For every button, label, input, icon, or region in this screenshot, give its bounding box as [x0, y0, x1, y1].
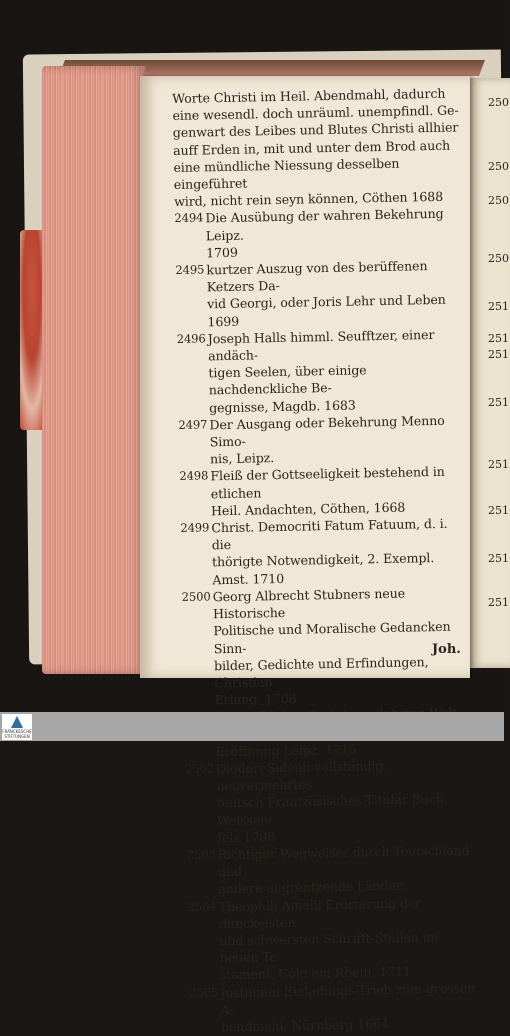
- facing-page-number: 251: [488, 596, 509, 609]
- catalogue-entry: [174, 205, 463, 262]
- catchword: Joh.: [432, 642, 461, 657]
- catalogue-entry: [179, 463, 468, 520]
- institution-logo[interactable]: [2, 714, 32, 740]
- facing-page-number: 250: [488, 252, 509, 265]
- facing-page-number: 250: [488, 194, 509, 207]
- facing-page-number: 251: [488, 300, 509, 313]
- lead-lines: Worte Christi im Heil. Abendmahl, dadurch eine wesendl. doch unräuml. unempfindl. Ge- genwart des Leibes und Blutes Christi allhier auff Erden in, mit und unter dem Brod auch eine mündliche Niessung desselben eingeführet wird, nicht rein seyn können, Cöthen 1688: [172, 85, 459, 210]
- entry-text: Diodori Sidonii vollständig, neuvermehrtes teutsch Frantzösisches Titular Buch, Weissen- fels 1708: [215, 757, 448, 845]
- catalogue-entry: [180, 514, 469, 588]
- entry-number: 2498: [179, 468, 209, 484]
- catalogue-entry: [189, 979, 478, 1036]
- facing-page-number: 251: [488, 332, 509, 345]
- entry-text: Christ. Democriti Fatum Fatuum, d. i. die thörigte Notwendigkeit, 2. Exempl. Amst. 1710: [211, 515, 448, 588]
- entry-number: 2505: [189, 984, 219, 1000]
- entry-number: 2497: [178, 417, 208, 432]
- logo-icon: [11, 716, 23, 728]
- entry-text: kurtzer Auszug von des berüffenen Ketzers Da- vid Georgi, oder Joris Lehr und Leben 1699: [206, 258, 446, 330]
- entry-text: Eröffnung Leipz. 1715: [215, 741, 357, 760]
- entry-number: 2503: [186, 847, 216, 862]
- entry-text: Die Ausübung der wahren Bekehrung Leipz. 1709: [205, 206, 444, 261]
- entry-number: 2504: [187, 898, 217, 914]
- facing-page-number: 251: [488, 396, 509, 409]
- facing-page-number: 251: [488, 504, 509, 517]
- entry-number: 2496: [176, 331, 206, 346]
- facing-page-number: 251: [488, 348, 509, 361]
- facing-page-number: 251: [488, 552, 509, 565]
- entry-number: 2495: [175, 262, 205, 277]
- entry-text: Der Ausgang oder Bekehrung Menno Simo- nis, Leipz.: [209, 412, 445, 467]
- page-text: [172, 84, 478, 1036]
- entry-text: Fleiß der Gottseeligkeit bestehend in etlichen Heil. Andachten, Cöthen, 1668: [210, 464, 445, 519]
- entry-number: 2502: [184, 761, 215, 776]
- catalogue-entry: [188, 893, 478, 985]
- viewer-footer-bar: [0, 712, 504, 741]
- entry-text: Theophili Amelii Erörterung der dunckelsten und schwersten Schrifft-Stellen im neuen Te- stament, Cöln am Rhein, 1711: [218, 894, 439, 983]
- entry-number: 2499: [180, 520, 210, 535]
- entry-text: Georg Albrecht Stubners neue Historische Politische und Moralische Gedancken Sinn- bilder, Gedichte und Erfindungen, Christian Erlang. 1708: [212, 585, 451, 708]
- page-block-edge: [42, 66, 146, 674]
- facing-page-number: 250: [488, 96, 509, 109]
- entry-number: 2494: [174, 210, 204, 226]
- entry-text: Justiniani Einladungs-Trieb zum grossen A- bendmahl, Nürnberg 1664: [220, 979, 476, 1035]
- catalogue-entry: [185, 755, 475, 847]
- catalogue-entry: [175, 256, 464, 330]
- entry-text: Richtiger Wegweiser durch Teutschland und andere angrentzende Länder.: [217, 842, 470, 897]
- entry-text: Joseph Halls himml. Seufftzer, einer andäch- tigen Seelen, über einige nachdenckliche Be- gegnisse, Magdb. 1683: [207, 326, 435, 416]
- facing-page-number: 251: [488, 458, 509, 471]
- facing-page-number: 250: [488, 160, 509, 173]
- catalogue-entry: [177, 325, 467, 417]
- logo-label: FRANCKESCHE STIFTUNGEN: [2, 729, 32, 739]
- catalogue-entry: [182, 583, 472, 709]
- catalogue-entry: [187, 841, 476, 898]
- entry-number: 2500: [181, 589, 211, 604]
- catalogue-entry: [178, 411, 467, 468]
